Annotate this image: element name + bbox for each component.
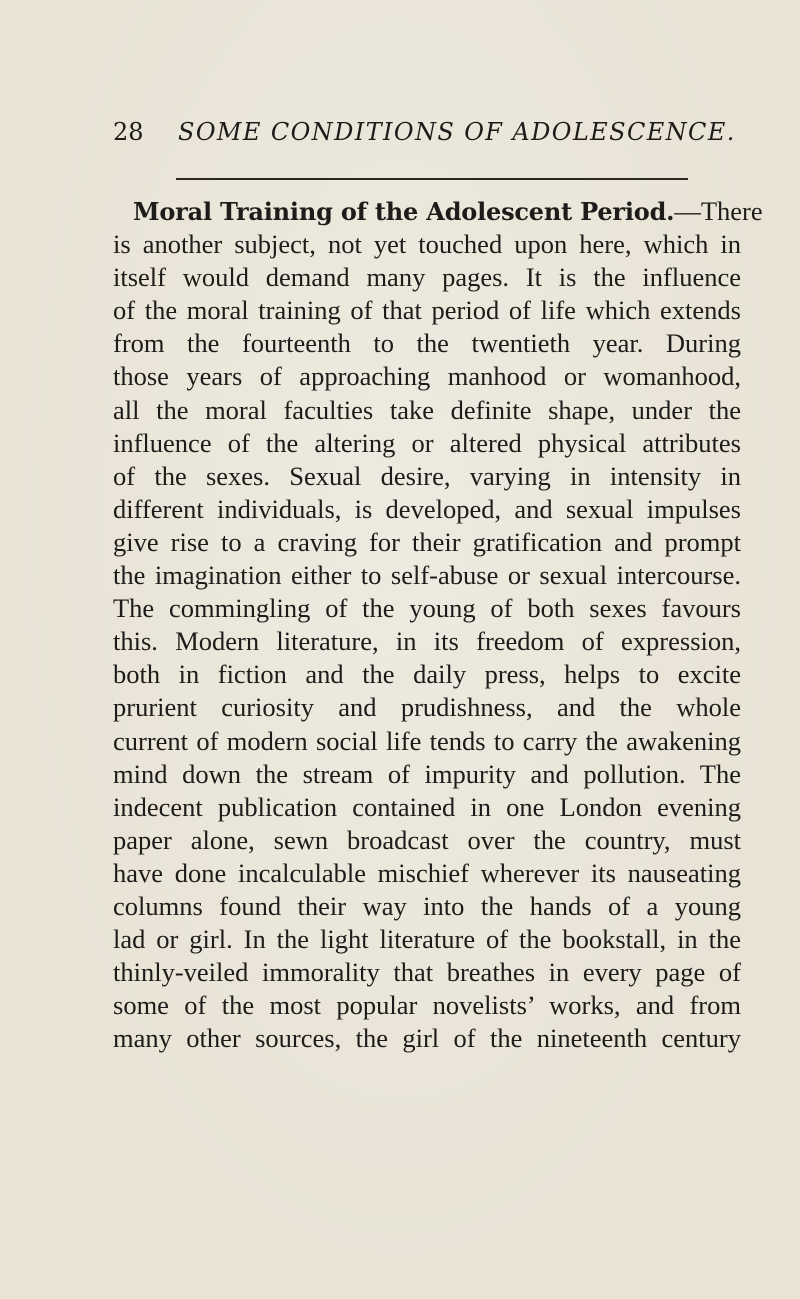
- text-line: this. Modern literature, in its freedom of expression,: [113, 626, 741, 657]
- page-header: [0, 112, 800, 152]
- text-line: thinly-veiled immorality that breathes in every page of: [113, 957, 741, 988]
- text-line: itself would demand many pages. It is the influence: [113, 262, 741, 293]
- text-line: columns found their way into the hands of a young: [113, 890, 741, 921]
- text-line: of the sexes. Sexual desire, varying in intensity in: [113, 460, 741, 491]
- text-line: all the moral faculties take definite shape, under the: [113, 394, 741, 425]
- text-line: of the moral training of that period of life which extends: [113, 295, 741, 326]
- text-line: current of modern social life tends to carry the awakening: [113, 725, 741, 756]
- text-line: lad or girl. In the light literature of the bookstall, in the: [113, 924, 741, 955]
- header-rule: [176, 178, 688, 180]
- body-text: [113, 195, 763, 1055]
- text-line-content: —There: [674, 196, 763, 226]
- text-line: different individuals, is developed, and sexual impulses: [113, 493, 741, 524]
- section-title: Moral Training of the Adolescent Period.: [133, 197, 675, 226]
- text-line: give rise to a craving for their gratification and prompt: [113, 526, 741, 557]
- text-line: some of the most popular novelists’ works, and from: [113, 990, 741, 1021]
- text-line: is another subject, not yet touched upon here, which in: [113, 229, 741, 260]
- text-line: those years of approaching manhood or womanhood,: [113, 361, 741, 392]
- text-line: have done incalculable mischief wherever its nauseating: [113, 857, 741, 888]
- text-line: The commingling of the young of both sexes favours: [113, 593, 741, 624]
- text-line: mind down the stream of impurity and pollution. The: [113, 758, 741, 789]
- text-line: [113, 195, 763, 228]
- text-line: influence of the altering or altered physical attributes: [113, 427, 741, 458]
- text-line: from the fourteenth to the twentieth year. During: [113, 328, 741, 359]
- running-head: SOME CONDITIONS OF ADOLESCENCE.: [178, 118, 736, 146]
- text-line: the imagination either to self-abuse or sexual intercourse.: [113, 560, 741, 591]
- text-line: many other sources, the girl of the nineteenth century: [113, 1023, 741, 1054]
- text-line: both in fiction and the daily press, helps to excite: [113, 659, 741, 690]
- text-line: indecent publication contained in one London evening: [113, 791, 741, 822]
- text-line: prurient curiosity and prudishness, and the whole: [113, 692, 741, 723]
- text-line: paper alone, sewn broadcast over the country, must: [113, 824, 741, 855]
- page-number: 28: [113, 118, 144, 146]
